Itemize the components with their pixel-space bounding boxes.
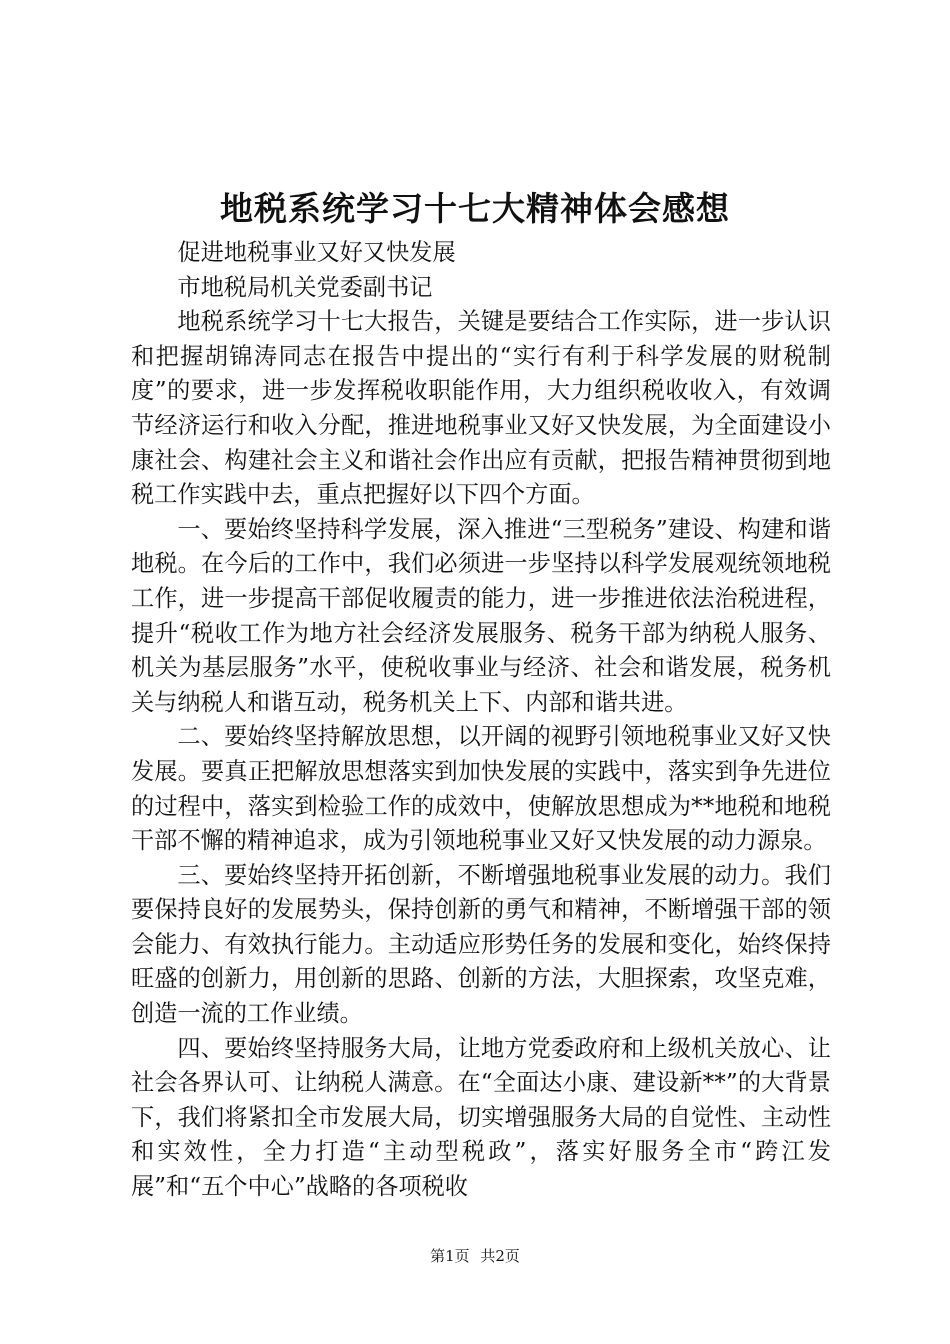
page-footer	[0, 1245, 950, 1267]
page-total: 共2页	[480, 1247, 520, 1265]
body-paragraph-point-3: 三、要始终坚持开拓创新，不断增强地税事业发展的动力。我们要保持良好的发展势头，保持创新的勇气和精神，不断增强干部的领会能力、有效执行能力。主动适应形势任务的发展和变化，始终保持旺盛的创新力，用创新的思路、创新的方法，大胆探索，攻坚克难，创造一流的工作业绩。	[131, 861, 831, 1028]
document-title: 地税系统学习十七大精神体会感想	[220, 189, 730, 228]
page-number: 第1页	[430, 1247, 470, 1265]
subtitle-line: 促进地税事业又好又快发展	[177, 239, 456, 266]
author-line: 市地税局机关党委副书记	[177, 273, 433, 301]
body-paragraph-point-2: 二、要始终坚持解放思想，以开阔的视野引领地税事业又好又快发展。要真正把解放思想落实到加快发展的实践中，落实到争先进位的过程中，落实到检验工作的成效中，使解放思想成为**地税和地税干部不懈的精神追求，成为引领地税事业又好又快发展的动力源泉。	[131, 723, 831, 855]
body-paragraph-point-4: 四、要始终坚持服务大局，让地方党委政府和上级机关放心、让社会各界认可、让纳税人满意。在“全面达小康、建设新**”的大背景下，我们将紧扣全市发展大局，切实增强服务大局的自觉性、主动性和实效性，全力打造“主动型税政”，落实好服务全市“跨江发展”和“五个中心”战略的各项税收	[131, 1034, 831, 1201]
body-paragraph-point-1: 一、要始终坚持科学发展，深入推进“三型税务”建设、构建和谐地税。在今后的工作中，我们必须进一步坚持以科学发展观统领地税工作，进一步提高干部促收履责的能力，进一步推进依法治税进程，提升“税收工作为地方社会经济发展服务、税务干部为纳税人服务、机关为基层服务”水平，使税收事业与经济、社会和谐发展，税务机关与纳税人和谐互动，税务机关上下、内部和谐共进。	[131, 515, 831, 716]
document-body	[131, 236, 831, 1205]
body-paragraph-intro: 地税系统学习十七大报告，关键是要结合工作实际，进一步认识和把握胡锦涛同志在报告中提出的“实行有利于科学发展的财税制度”的要求，进一步发挥税收职能作用，大力组织税收收入，有效调节经济运行和收入分配，推进地税事业又好又快发展，为全面建设小康社会、构建社会主义和谐社会作出应有贡献，把报告精神贯彻到地税工作实践中去，重点把握好以下四个方面。	[131, 308, 831, 509]
